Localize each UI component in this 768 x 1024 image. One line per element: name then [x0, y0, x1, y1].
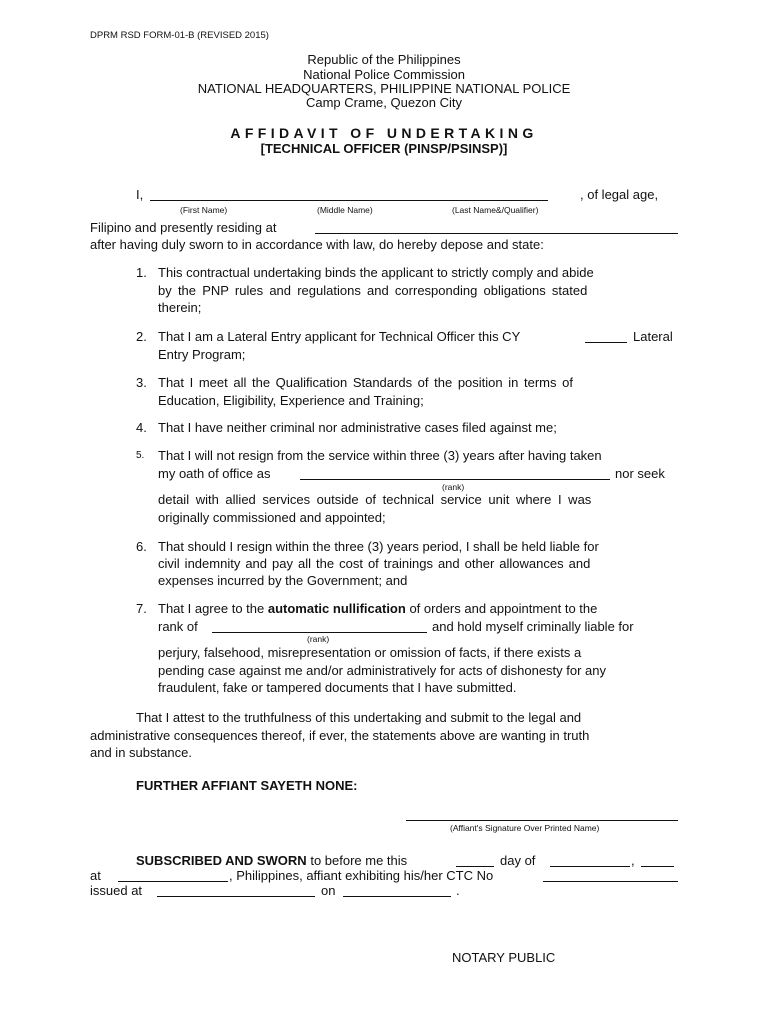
- item-2-number: 2.: [136, 329, 147, 344]
- intro-legal-age: , of legal age,: [580, 187, 659, 202]
- item-5-line-2a: my oath of office as: [158, 466, 271, 481]
- signature-caption: (Affiant's Signature Over Printed Name): [450, 823, 600, 833]
- item-4-number: 4.: [136, 420, 147, 435]
- header-location: Camp Crame, Quezon City: [305, 95, 463, 110]
- item-5-number: 5.: [136, 450, 145, 461]
- subscribed-l3c: .: [456, 883, 460, 898]
- item-3-number: 3.: [136, 375, 147, 390]
- day-field-line[interactable]: [456, 866, 494, 867]
- item-6-line-3: expenses incurred by the Government; and: [158, 573, 408, 588]
- rank-field-line-1[interactable]: [300, 479, 610, 480]
- subscribed-l3a: issued at: [90, 883, 143, 898]
- ctc-field-line[interactable]: [543, 881, 678, 882]
- item-7-line-1c: of orders and appointment to the: [409, 601, 598, 616]
- item-7-line-1a: That I agree to the: [158, 601, 265, 616]
- middle-name-caption: (Middle Name): [317, 205, 373, 215]
- document-title: AFFIDAVIT OF UNDERTAKING: [230, 125, 538, 141]
- subscribed-line-1: [136, 853, 407, 868]
- item-5-line-2b: nor seek: [615, 466, 665, 481]
- item-6-line-2: civil indemnity and pay all the cost of trainings and other allowances and: [158, 556, 591, 571]
- issued-at-field-line[interactable]: [157, 896, 315, 897]
- residence-field-line[interactable]: [315, 233, 678, 234]
- attest-line-1: That I attest to the truthfulness of this undertaking and submit to the legal and: [136, 710, 582, 725]
- item-5-line-3: detail with allied services outside of technical service unit where I was: [158, 492, 592, 507]
- item-5-line-1: That I will not resign from the service within three (3) years after having taken: [158, 448, 602, 463]
- first-name-caption: (First Name): [180, 205, 228, 215]
- item-3-line-2: Education, Eligibility, Experience and Training;: [158, 393, 424, 408]
- document-subtitle: [TECHNICAL OFFICER (PINSP/PSINSP)]: [260, 141, 508, 156]
- intro-sworn: after having duly sworn to in accordance with law, do hereby depose and state:: [90, 237, 544, 252]
- subscribed-l1a: to before me this: [310, 853, 408, 868]
- intro-residing: Filipino and presently residing at: [90, 220, 277, 235]
- item-1-number: 1.: [136, 265, 147, 280]
- item-7-line-4: pending case against me and/or administratively for acts of dishonesty for any: [158, 663, 607, 678]
- item-4-line-1: That I have neither criminal nor administrative cases filed against me;: [158, 420, 557, 435]
- subscribed-l2b: , Philippines, affiant exhibiting his/her CTC No: [229, 868, 494, 883]
- subscribed-l1b: day of: [500, 853, 536, 868]
- form-code: DPRM RSD FORM-01-B (REVISED 2015): [90, 30, 269, 41]
- item-6-number: 6.: [136, 539, 147, 554]
- last-name-caption: (Last Name&/Qualifier): [452, 205, 539, 215]
- cy-field-line[interactable]: [585, 342, 627, 343]
- intro-i: I,: [136, 187, 144, 202]
- notary-public: NOTARY PUBLIC: [452, 950, 556, 965]
- header-republic: Republic of the Philippines: [307, 52, 461, 67]
- comma-text: ,: [631, 853, 635, 868]
- item-1-line-3: therein;: [158, 300, 202, 315]
- place-field-line[interactable]: [118, 881, 228, 882]
- item-2-line-1b: Lateral: [633, 329, 673, 344]
- item-7-line-5: fraudulent, fake or tampered documents that I have submitted.: [158, 680, 517, 695]
- item-2-line-1a: That I am a Lateral Entry applicant for Technical Officer this CY: [158, 329, 521, 344]
- further-affiant: FURTHER AFFIANT SAYETH NONE:: [136, 778, 358, 793]
- month-field-line[interactable]: [550, 866, 630, 867]
- subscribed-bold: SUBSCRIBED AND SWORN: [136, 853, 307, 868]
- item-5-rank-caption: (rank): [442, 482, 465, 492]
- attest-line-2: administrative consequences thereof, if ever, the statements above are wanting in truth: [90, 728, 590, 743]
- item-7-line-1: [158, 601, 597, 616]
- subscribed-l3b: on: [321, 883, 336, 898]
- item-7-line-3: perjury, falsehood, misrepresentation or omission of facts, if there exists a: [158, 645, 582, 660]
- signature-line[interactable]: [406, 820, 678, 821]
- item-5-line-4: originally commissioned and appointed;: [158, 510, 386, 525]
- item-7-rank-caption: (rank): [307, 634, 330, 644]
- item-7-number: 7.: [136, 601, 147, 616]
- item-3-line-1: That I meet all the Qualification Standards of the position in terms of: [158, 375, 573, 390]
- attest-line-3: and in substance.: [90, 745, 192, 760]
- name-field-line[interactable]: [150, 200, 548, 201]
- item-1-line-2: by the PNP rules and regulations and corresponding obligations stated: [158, 283, 588, 298]
- automatic-nullification: automatic nullification: [267, 601, 406, 616]
- issued-on-field-line[interactable]: [343, 896, 451, 897]
- item-6-line-1: That should I resign within the three (3) years period, I shall be held liable for: [158, 539, 599, 554]
- header-hq: NATIONAL HEADQUARTERS, PHILIPPINE NATIONAL POLICE: [197, 81, 571, 96]
- header-commission: National Police Commission: [303, 67, 465, 82]
- item-7-line-2b: and hold myself criminally liable for: [432, 619, 634, 634]
- rank-field-line-2[interactable]: [212, 632, 427, 633]
- item-7-line-2a: rank of: [158, 619, 198, 634]
- item-1-line-1: This contractual undertaking binds the applicant to strictly comply and abide: [158, 265, 594, 280]
- year-field-line[interactable]: [641, 866, 674, 867]
- item-2-line-2: Entry Program;: [158, 347, 246, 362]
- subscribed-l2a: at: [90, 868, 101, 883]
